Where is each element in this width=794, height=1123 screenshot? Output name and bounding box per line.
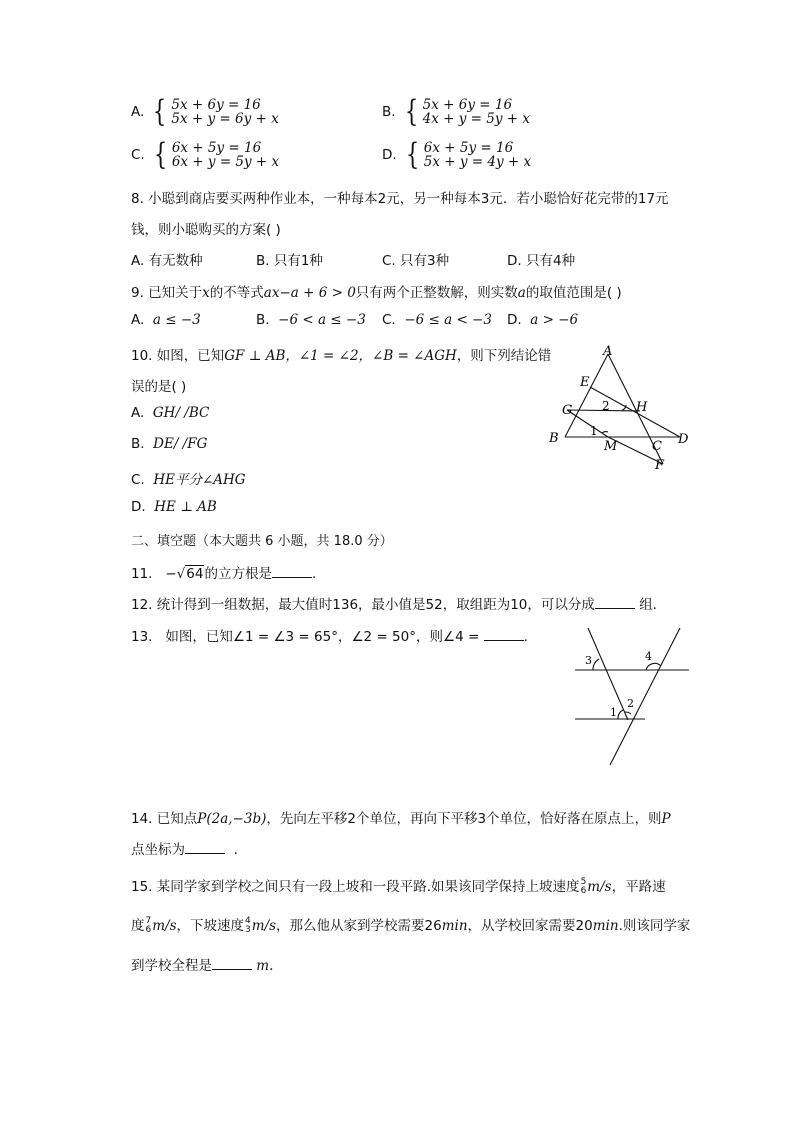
q9-option-c [382, 312, 492, 328]
q9-option-d [507, 312, 578, 328]
option-label: B. [256, 312, 270, 328]
q15-line2-post3: .则该同学家 [618, 918, 691, 934]
equation: 6x + 5y = 16 [171, 140, 262, 156]
option-expr: HE ⊥ AB [154, 499, 217, 515]
q15-line3-text: 到学校全程是 [131, 958, 212, 974]
equation: 6x + y = 5y + x [171, 154, 280, 170]
q13-parallel-lines-figure [570, 622, 694, 770]
label-h: H [636, 400, 648, 415]
right-transversal [610, 628, 680, 765]
option-label: D. [382, 147, 397, 163]
option-label: B. [382, 104, 396, 120]
fraction [245, 917, 251, 935]
label-b: B [549, 431, 559, 446]
q9-prefix: 9. 已知关于 [131, 285, 203, 301]
q10-option-c [131, 468, 246, 488]
denominator: 3 [245, 925, 251, 935]
label-c: C [652, 439, 662, 454]
q9-stem [131, 281, 622, 301]
option-label: D. [507, 312, 522, 328]
label-angle-2: 2 [602, 399, 610, 413]
numerator: 7 [145, 916, 152, 926]
q15-line3 [131, 954, 273, 974]
q10-suffix: ，则下列结论错 [456, 348, 552, 364]
label-a: A [603, 344, 613, 359]
option-label: C. [131, 147, 145, 163]
q13-number: 13. [131, 629, 153, 645]
option-expr: a ≤ −3 [152, 312, 201, 328]
section-heading: 二、填空题（本大题共 6 小题，共 18.0 分） [131, 534, 393, 549]
answer-blank[interactable] [272, 565, 312, 578]
option-label: A. [131, 104, 145, 120]
q15-line2-pre: 度 [131, 918, 145, 934]
q7-option-c [131, 137, 280, 172]
unit: m/s [587, 879, 612, 895]
q13-end: . [523, 629, 528, 645]
q12-end: 组． [639, 597, 667, 613]
label-e: E [580, 375, 590, 390]
label-d: D [678, 432, 689, 447]
denominator: 6 [145, 925, 152, 935]
angle-1-arc [602, 432, 608, 433]
unit: m/s [251, 918, 277, 934]
brace: { [153, 94, 167, 129]
option-label: C. [382, 312, 396, 328]
equation: 5x + 6y = 16 [171, 97, 261, 113]
label-angle-2: 2 [627, 697, 634, 710]
unit-min: min [592, 918, 619, 934]
fraction [146, 917, 152, 935]
segment-gm [567, 410, 608, 437]
label-angle-3: 3 [585, 654, 592, 667]
q10-option-b [131, 436, 207, 452]
answer-blank[interactable] [595, 596, 635, 609]
q8-option-a: A. 有无数种 [131, 253, 203, 269]
q15-line2 [131, 914, 690, 935]
q8-option-b: B. 只有1种 [256, 253, 323, 269]
unit: m/s [152, 918, 177, 934]
label-m: M [604, 439, 618, 454]
brace: { [405, 137, 419, 172]
q9-suffix: 的取值范围是( ) [525, 285, 622, 301]
q7-option-b [382, 94, 530, 129]
option-expr: −6 < a ≤ −3 [278, 312, 366, 328]
q14-post: ，先向左平移2个单位，再向下平移3个单位，恰好落在原点上，则 [266, 811, 662, 827]
label-angle-1: 1 [610, 706, 617, 719]
option-expr: DE/ /FG [153, 436, 208, 452]
q8-line2: 钱，则小聪购买的方案( ) [131, 222, 281, 238]
option-label: C. [131, 472, 145, 488]
equation: 5x + y = 4y + x [423, 154, 532, 170]
angle-2-arc [625, 712, 631, 714]
q15-line2-mid: ，下坡速度 [176, 918, 245, 934]
q9-option-b [256, 312, 366, 328]
equation-system [171, 98, 278, 126]
q8-line1: 8. 小聪到商店要买两种作业本，一种每本2元，另一种每本3元．若小聪恰好花完带的17元 [131, 191, 669, 207]
q14-line1 [131, 807, 671, 827]
q15-line1 [131, 875, 666, 896]
brace: { [404, 94, 418, 129]
denominator: 6 [580, 886, 587, 896]
var-p: P [661, 811, 671, 827]
equation: 6x + 5y = 16 [423, 140, 514, 156]
option-label: A. [131, 405, 145, 421]
q9-mid2: 只有两个正整数解，则实数 [355, 285, 518, 301]
option-expr: −6 ≤ a < −3 [404, 312, 492, 328]
q7-option-a [131, 94, 279, 129]
q9-option-a [131, 312, 201, 328]
q10-prefix: 10. 如图，已知 [131, 348, 225, 364]
var-x: x [202, 285, 210, 301]
q11-text: 的立方根是 [204, 566, 272, 582]
q14-pre: 14. 已知点 [131, 811, 198, 827]
q11-end: . [311, 566, 317, 582]
equation-system [424, 141, 531, 169]
label-g: G [562, 403, 573, 418]
brace: { [153, 137, 167, 172]
q8-option-d: D. 只有4种 [507, 253, 576, 269]
q7-option-d [382, 137, 532, 172]
q15-line2-post: ，那么他从家到学校需要26 [276, 918, 442, 934]
inequality: ax−a + 6 > 0 [263, 285, 356, 301]
q11-negative: − [165, 566, 177, 582]
q14-line2-text: 点坐标为 [131, 842, 185, 858]
var-a: a [517, 285, 526, 301]
angle-1-arc [618, 710, 623, 719]
label-angle-1: 1 [590, 424, 598, 438]
q14-line2 [131, 838, 238, 858]
q12-text: 12. 统计得到一组数据，最大值时136，最小值是52，取组距为10，可以分成 [131, 597, 595, 613]
q15-line2-post2: ，从学校回家需要20 [467, 918, 593, 934]
sqrt-icon: √ [176, 566, 186, 582]
angle-3-arc [593, 659, 599, 670]
q9-mid1: 的不等式 [209, 285, 264, 301]
q14-point: P(2a,−3b) [197, 811, 267, 827]
numerator: 4 [245, 916, 251, 926]
q15-line1-post: ，平路速 [611, 879, 666, 895]
label-angle-4: 4 [645, 650, 652, 663]
q10-stem [131, 344, 551, 364]
q8-option-c: C. 只有3种 [382, 253, 450, 269]
unit-m: m. [256, 958, 274, 974]
option-expr: HE平分∠AHG [153, 472, 246, 488]
q15-pre: 15. 某同学家到学校之间只有一段上坡和一段平路.如果该同学保持上坡速度 [131, 879, 580, 895]
option-expr: a > −6 [530, 312, 579, 328]
q10-option-a [131, 405, 209, 421]
option-label: D. [131, 499, 146, 515]
numerator: 5 [580, 877, 587, 887]
fraction [581, 878, 587, 896]
q10-condition: GF ⊥ AB，∠1 = ∠2，∠B = ∠AGH [224, 348, 457, 364]
answer-blank[interactable] [185, 841, 225, 854]
answer-blank[interactable] [212, 957, 252, 970]
q10-option-d [131, 499, 217, 515]
equation-system [172, 141, 279, 169]
equation-system [423, 98, 530, 126]
q14-end: . [233, 842, 238, 858]
q13 [131, 625, 528, 645]
option-expr: GH/ /BC [152, 405, 210, 421]
equation: 4x + y = 5y + x [422, 111, 530, 127]
q11-number: 11. [131, 566, 153, 582]
q12 [131, 593, 666, 613]
q13-text: 如图，已知∠1 = ∠3 = 65°，∠2 = 50°，则∠4 = [165, 629, 484, 645]
q11 [131, 562, 316, 582]
answer-blank[interactable] [484, 628, 524, 641]
label-f: F [655, 458, 665, 473]
option-label: A. [131, 312, 145, 328]
q10-line2: 误的是( ) [131, 379, 187, 395]
q11-radicand: 64 [186, 566, 204, 582]
equation: 5x + 6y = 16 [422, 97, 513, 113]
segment-ab [565, 354, 608, 437]
option-label: B. [131, 436, 145, 452]
equation: 5x + y = 6y + x [171, 111, 279, 127]
unit-min: min [441, 918, 468, 934]
q10-triangle-figure [540, 342, 700, 474]
left-transversal [588, 628, 628, 720]
